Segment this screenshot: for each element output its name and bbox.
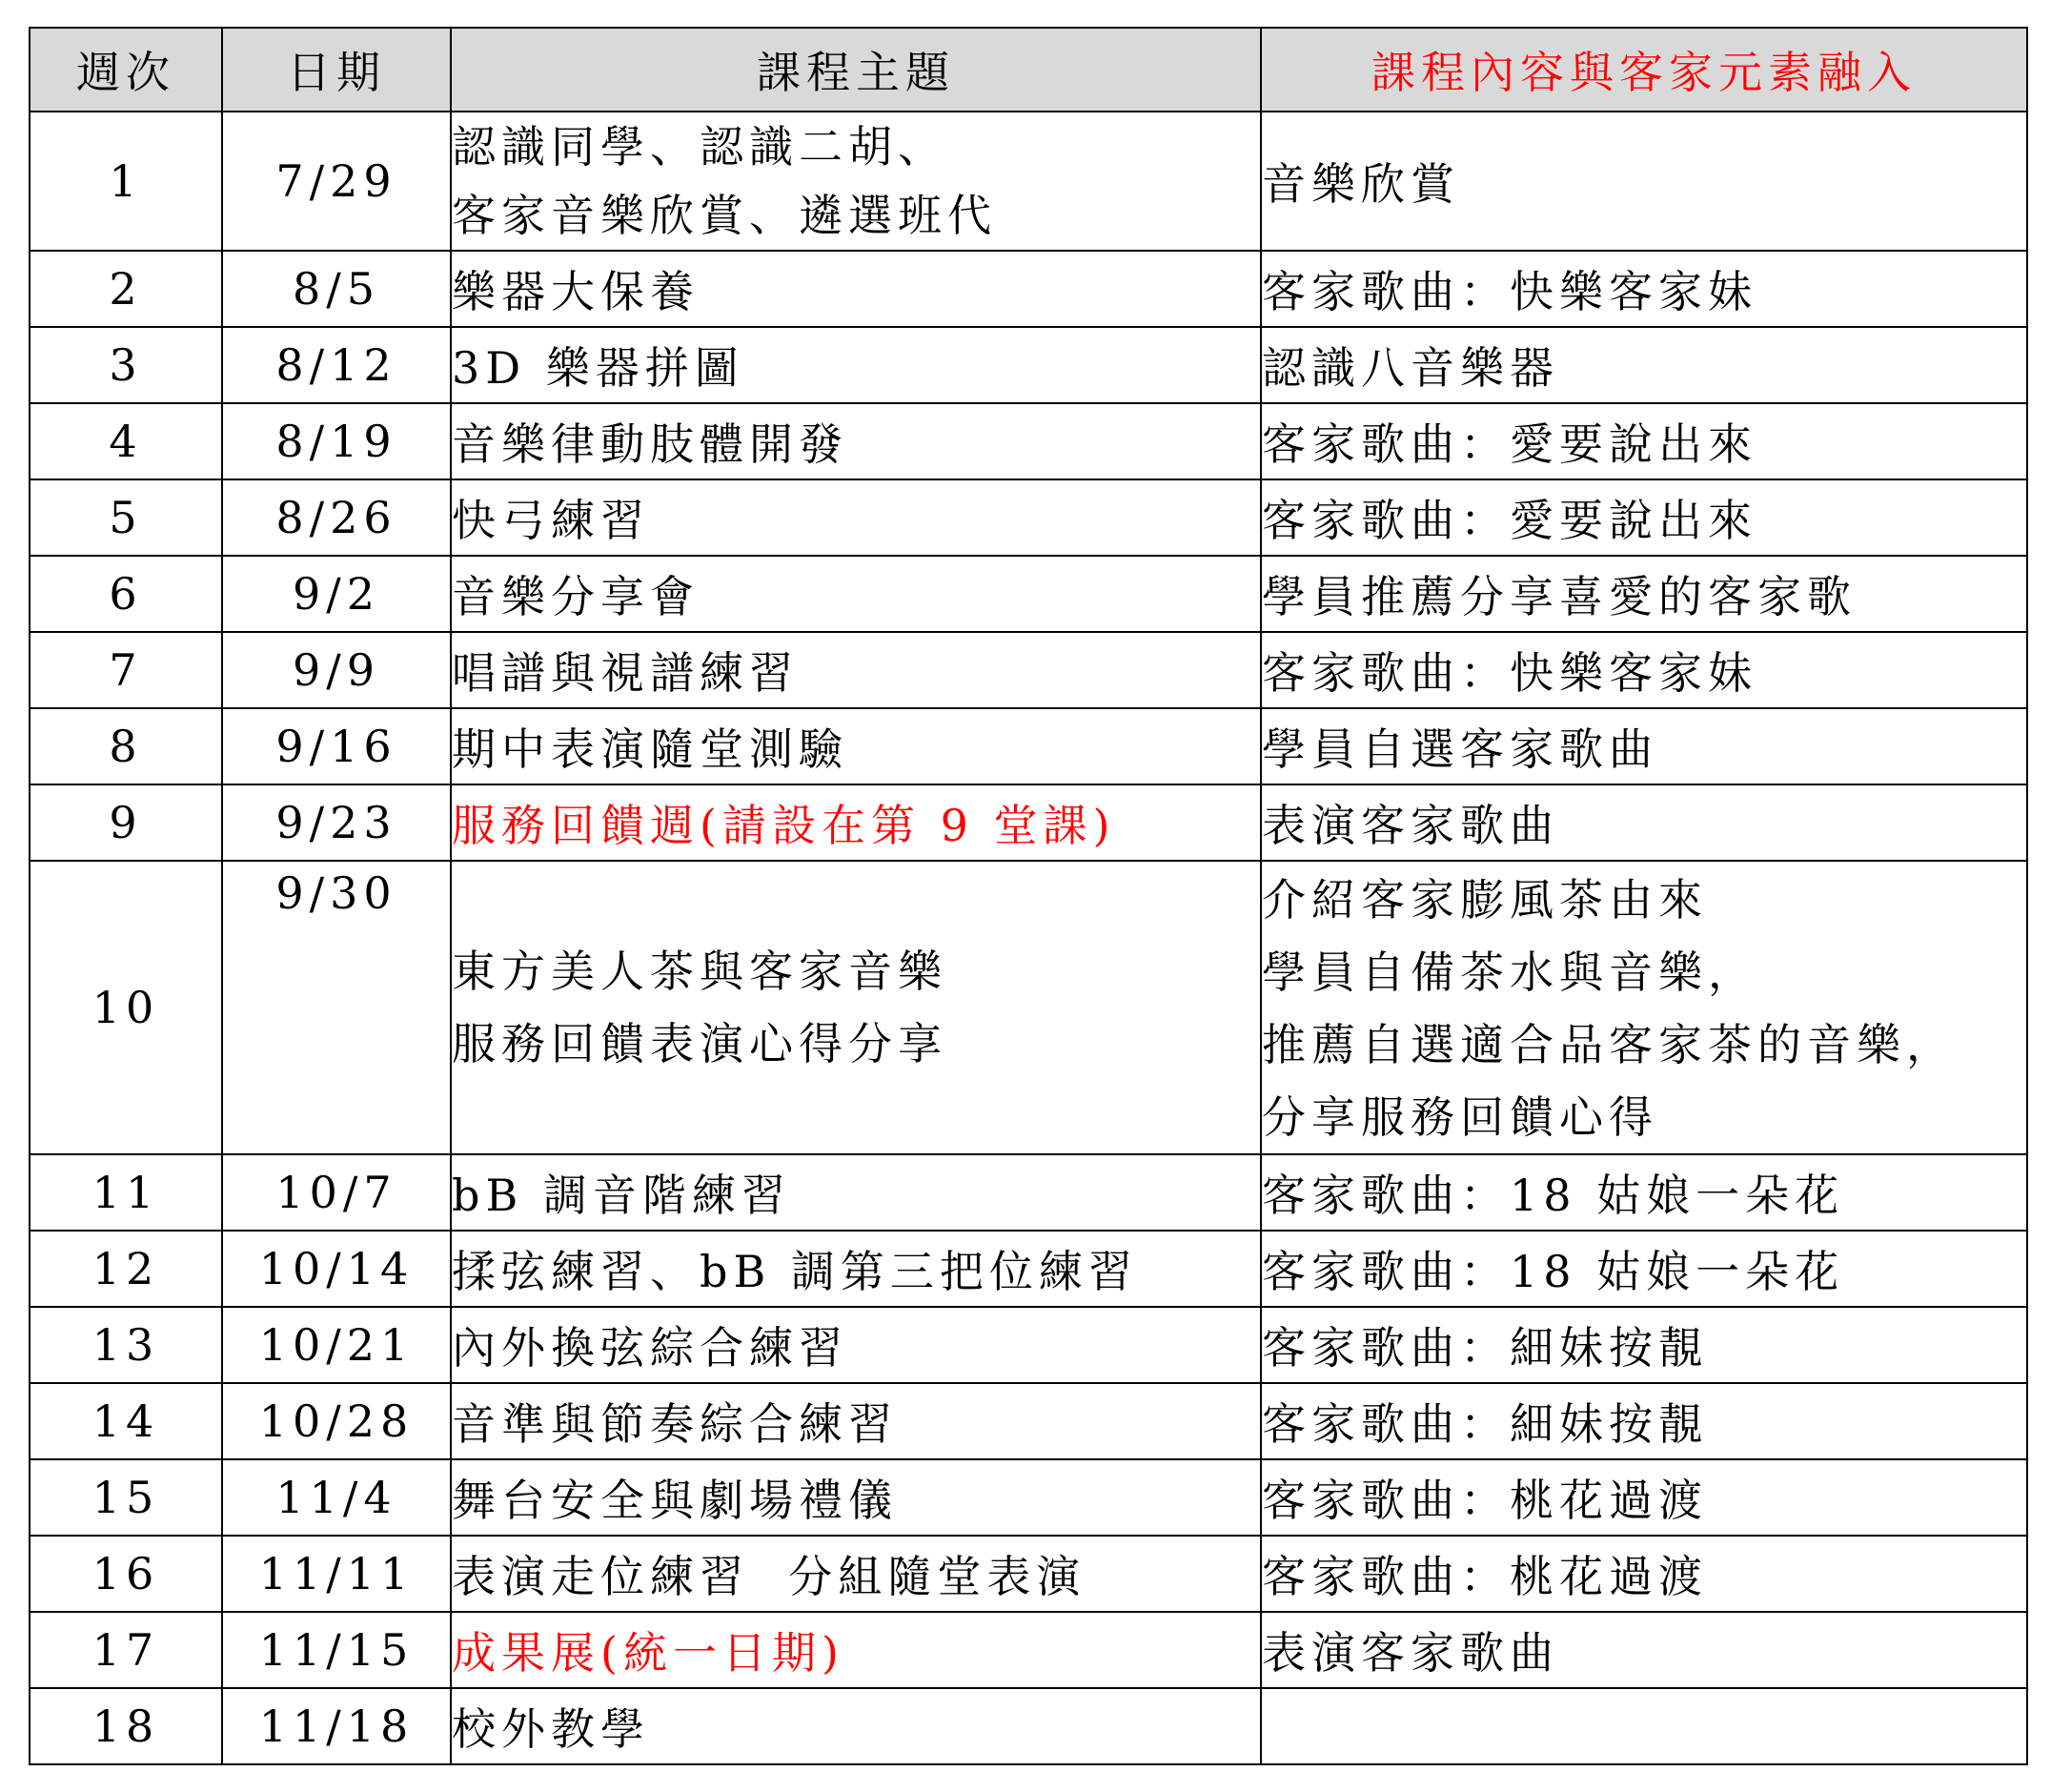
date-cell: 7/29: [222, 112, 451, 251]
table-row: [30, 708, 2027, 784]
topic-cell: [451, 861, 1261, 1154]
content-cell: 客家歌曲：細妹按靚: [1261, 1383, 2027, 1459]
date-cell: 8/26: [222, 479, 451, 556]
content-cell: 表演客家歌曲: [1261, 1612, 2027, 1688]
topic-cell: 表演走位練習 分組隨堂表演: [451, 1536, 1261, 1612]
date-cell: 10/28: [222, 1383, 451, 1459]
date-cell: 11/15: [222, 1612, 451, 1688]
table-row: [30, 861, 2027, 1154]
week-cell: 10: [30, 861, 222, 1154]
date-cell: 8/12: [222, 327, 451, 403]
table-row: [30, 784, 2027, 861]
topic-cell: 樂器大保養: [451, 251, 1261, 327]
week-cell: 9: [30, 784, 222, 861]
week-cell: 7: [30, 632, 222, 708]
topic-cell-highlight: 成果展(統一日期): [451, 1612, 1261, 1688]
content-cell: [1261, 1688, 2027, 1764]
week-cell: 3: [30, 327, 222, 403]
header-row: [30, 28, 2027, 112]
date-cell: 10/7: [222, 1154, 451, 1231]
date-cell: 9/30: [222, 861, 451, 1154]
topic-cell: 音準與節奏綜合練習: [451, 1383, 1261, 1459]
week-cell: 18: [30, 1688, 222, 1764]
date-cell: 9/16: [222, 708, 451, 784]
content-cell: 客家歌曲：18 姑娘一朵花: [1261, 1154, 2027, 1231]
table-row: [30, 632, 2027, 708]
table-row: [30, 1459, 2027, 1536]
table-row: [30, 1154, 2027, 1231]
week-cell: 2: [30, 251, 222, 327]
week-cell: 16: [30, 1536, 222, 1612]
table-row: [30, 1383, 2027, 1459]
table-row: [30, 251, 2027, 327]
week-cell: 15: [30, 1459, 222, 1536]
table-row: [30, 1688, 2027, 1764]
table-row: [30, 1536, 2027, 1612]
date-cell: 11/18: [222, 1688, 451, 1764]
content-cell: 客家歌曲：桃花過渡: [1261, 1536, 2027, 1612]
content-cell: 客家歌曲：愛要說出來: [1261, 403, 2027, 479]
date-cell: 9/23: [222, 784, 451, 861]
date-cell: 9/2: [222, 556, 451, 632]
date-cell: 10/14: [222, 1231, 451, 1307]
week-cell: 17: [30, 1612, 222, 1688]
table-row: [30, 556, 2027, 632]
week-cell: 13: [30, 1307, 222, 1383]
date-cell: 8/5: [222, 251, 451, 327]
week-cell: 12: [30, 1231, 222, 1307]
topic-cell: 舞台安全與劇場禮儀: [451, 1459, 1261, 1536]
header-week: 週次: [30, 28, 222, 112]
content-text: 介紹客家膨風茶由來 學員自備茶水與音樂， 推薦自選適合品客家茶的音樂， 分享服務回饋心得: [1262, 874, 1956, 1143]
content-cell: 認識八音樂器: [1261, 327, 2027, 403]
week-cell: 14: [30, 1383, 222, 1459]
week-cell: 8: [30, 708, 222, 784]
week-cell: 5: [30, 479, 222, 556]
date-cell: 11/11: [222, 1536, 451, 1612]
table-row: [30, 327, 2027, 403]
date-cell: 8/19: [222, 403, 451, 479]
topic-cell: 快弓練習: [451, 479, 1261, 556]
date-cell: 10/21: [222, 1307, 451, 1383]
topic-cell: 音樂分享會: [451, 556, 1261, 632]
content-cell: 客家歌曲：愛要說出來: [1261, 479, 2027, 556]
content-cell: 學員自選客家歌曲: [1261, 708, 2027, 784]
table-row: [30, 403, 2027, 479]
header-topic: 課程主題: [451, 28, 1261, 112]
content-cell: 客家歌曲：桃花過渡: [1261, 1459, 2027, 1536]
week-cell: 1: [30, 112, 222, 251]
date-cell: 9/9: [222, 632, 451, 708]
content-cell: 音樂欣賞: [1261, 112, 2027, 251]
topic-cell: 唱譜與視譜練習: [451, 632, 1261, 708]
topic-text: 認識同學、認識二胡、 客家音樂欣賞、遴選班代: [452, 121, 997, 241]
table-row: [30, 479, 2027, 556]
content-cell: [1261, 861, 2027, 1154]
content-cell: 客家歌曲：快樂客家妹: [1261, 632, 2027, 708]
topic-text: 東方美人茶與客家音樂 服務回饋表演心得分享: [452, 946, 947, 1069]
topic-cell: 3D 樂器拼圖: [451, 327, 1261, 403]
topic-cell: 揉弦練習、bB 調第三把位練習: [451, 1231, 1261, 1307]
week-cell: 4: [30, 403, 222, 479]
header-date: 日期: [222, 28, 451, 112]
content-cell: 客家歌曲：18 姑娘一朵花: [1261, 1231, 2027, 1307]
table-row: [30, 1231, 2027, 1307]
topic-cell: 音樂律動肢體開發: [451, 403, 1261, 479]
content-cell: 客家歌曲：快樂客家妹: [1261, 251, 2027, 327]
course-schedule-table: [29, 27, 2028, 1765]
topic-cell: bB 調音階練習: [451, 1154, 1261, 1231]
topic-cell: [451, 112, 1261, 251]
content-cell: 學員推薦分享喜愛的客家歌: [1261, 556, 2027, 632]
date-cell: 11/4: [222, 1459, 451, 1536]
topic-cell: 校外教學: [451, 1688, 1261, 1764]
content-cell: 客家歌曲：細妹按靚: [1261, 1307, 2027, 1383]
header-content: 課程內容與客家元素融入: [1261, 28, 2027, 112]
table-row: [30, 1612, 2027, 1688]
topic-cell-highlight: 服務回饋週(請設在第 9 堂課): [451, 784, 1261, 861]
week-cell: 6: [30, 556, 222, 632]
table-row: [30, 1307, 2027, 1383]
topic-cell: 期中表演隨堂測驗: [451, 708, 1261, 784]
topic-cell: 內外換弦綜合練習: [451, 1307, 1261, 1383]
week-cell: 11: [30, 1154, 222, 1231]
content-cell: 表演客家歌曲: [1261, 784, 2027, 861]
table-row: [30, 112, 2027, 251]
